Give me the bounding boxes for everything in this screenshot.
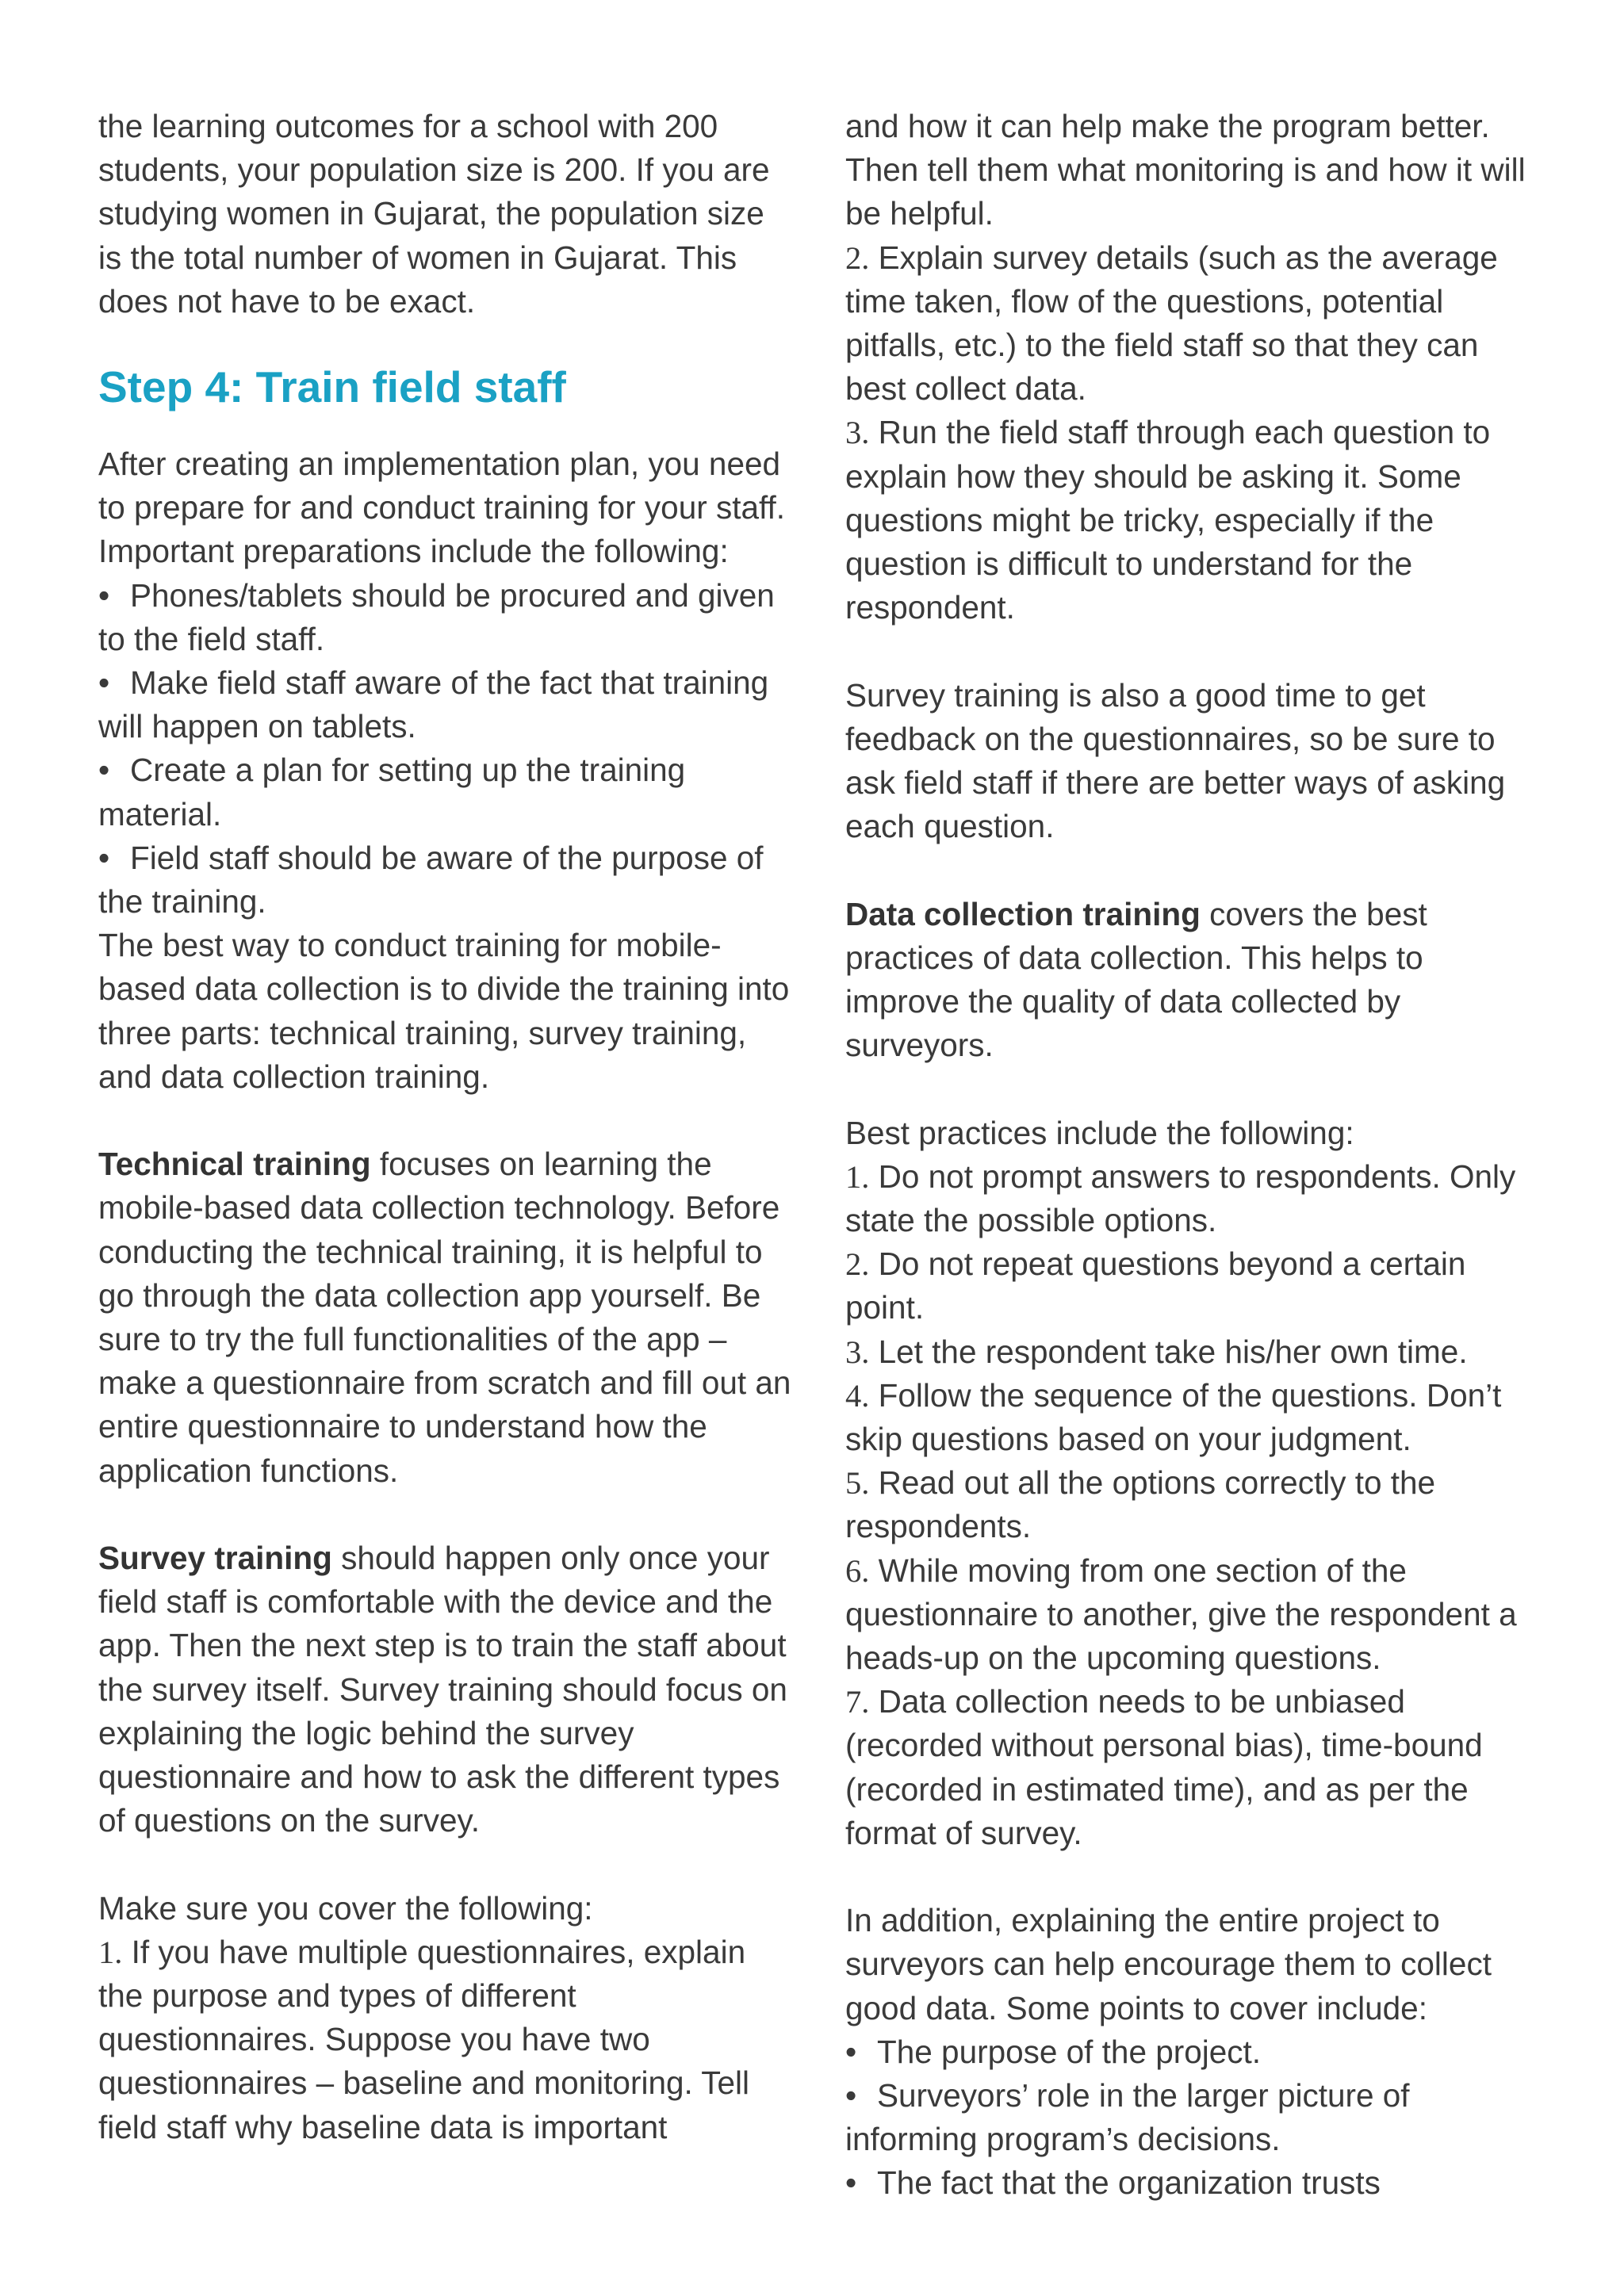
project-point-bullet: • The purpose of the project. — [845, 2030, 1543, 2074]
technical-training-term: Technical training — [98, 1146, 371, 1183]
section-heading: Step 4: Train field staff — [98, 362, 566, 412]
survey-training-paragraph: Survey training should happen only once your field staff is comfortable with the device and the app. Then the next step is to train the staff about the survey itself. Survey training should focus on explaining the logic behind the survey questionnaire and how to ask the different types of questions on the survey. — [98, 1540, 787, 1839]
data-collection-training-term: Data collection training — [845, 895, 1201, 932]
bullet-icon: • — [98, 752, 110, 789]
preparation-bullet: • Field staff should be aware of the purpose of the training. — [98, 836, 796, 924]
preparation-bullet: • Phones/tablets should be procured and given to the field staff. — [98, 574, 796, 661]
bullet-icon: • — [845, 2077, 857, 2114]
technical-training-paragraph: Technical training focuses on learning the mobile-based data collection technology. Before conducting the technical training, it is helpful to go through the data collection app yourself. Be sure to try the full functionalities of the app – make a questionnaire from scratch and fill out an entire questionnaire to understand how the application functions. — [98, 1146, 791, 1489]
project-point-bullet: • Surveyors’ role in the larger picture of informing program’s decisions. — [845, 2074, 1543, 2161]
cover-item: 3. Run the field staff through each question to explain how they should be asking it. Some questions might be tricky, especially if the question is difficult to understand for the respondent. — [845, 414, 1491, 626]
survey-training-term: Survey training — [98, 1540, 332, 1577]
bullet-icon: • — [98, 839, 110, 876]
practice-item: 7. Data collection needs to be unbiased (recorded without personal bias), time-bound (recorded in estimated time), and as per the format of survey. — [845, 1683, 1483, 1851]
best-practices-intro: Best practices include the following: — [845, 1114, 1354, 1151]
continued-paragraph: and how it can help make the program better. Then tell them what monitoring is and how it will be helpful. — [845, 108, 1526, 232]
bullet-icon: • — [845, 2033, 857, 2070]
practice-item: 6. While moving from one section of the questionnaire to another, give the respondent a heads-up on the upcoming questions. — [845, 1552, 1517, 1677]
practice-item: 1. Do not prompt answers to respondents. Only state the possible options. — [845, 1158, 1516, 1239]
preparation-bullet: • Make field staff aware of the fact that training will happen on tablets. — [98, 661, 796, 748]
feedback-paragraph: Survey training is also a good time to get feedback on the questionnaires, so be sure to ask field staff if there are better ways of asking each question. — [845, 676, 1506, 845]
cover-item: 2. Explain survey details (such as the average time taken, flow of the questions, potential pitfalls, etc.) to the field staff so that they can best collect data. — [845, 239, 1498, 408]
practice-item: 5. Read out all the options correctly to the respondents. — [845, 1464, 1436, 1545]
intro-paragraph: the learning outcomes for a school with 200 students, your population size is 200. If you are studying women in Gujarat, the population size is the total number of women in Gujarat. This does not have to be exact. — [98, 108, 770, 320]
cover-intro: Make sure you cover the following: — [98, 1889, 593, 1927]
bullet-icon: • — [98, 576, 110, 614]
bullet-icon: • — [845, 2164, 857, 2202]
preparations-intro: Important preparations include the following: — [98, 533, 729, 570]
addition-paragraph: In addition, explaining the entire project to surveyors can help encourage them to collect good data. Some points to cover include: — [845, 1902, 1492, 2026]
right-column — [845, 105, 1543, 2206]
practice-item: 3. Let the respondent take his/her own time. — [845, 1333, 1468, 1370]
cover-item: 1. If you have multiple questionnaires, explain the purpose and types of different questionnaires. Suppose you have two questionnaires – baseline and monitoring. Tell field staff why baseline data is important — [98, 1933, 750, 2145]
project-point-bullet: • The fact that the organization trusts — [845, 2161, 1543, 2205]
practice-item: 4. Follow the sequence of the questions. Don’t skip questions based on your judgment. — [845, 1376, 1502, 1458]
three-parts-paragraph: The best way to conduct training for mobile-based data collection is to divide the training into three parts: technical training, survey training, and data collection training. — [98, 927, 790, 1095]
data-collection-training-paragraph: Data collection training covers the best practices of data collection. This helps to improve the quality of data collected by surveyors. — [845, 895, 1427, 1064]
bullet-icon: • — [98, 664, 110, 702]
practice-item: 2. Do not repeat questions beyond a certain point. — [845, 1246, 1466, 1326]
preparation-bullet: • Create a plan for setting up the training material. — [98, 748, 796, 836]
left-column — [98, 105, 796, 2149]
training-intro-paragraph: After creating an implementation plan, you need to prepare for and conduct training for your staff. — [98, 446, 786, 526]
